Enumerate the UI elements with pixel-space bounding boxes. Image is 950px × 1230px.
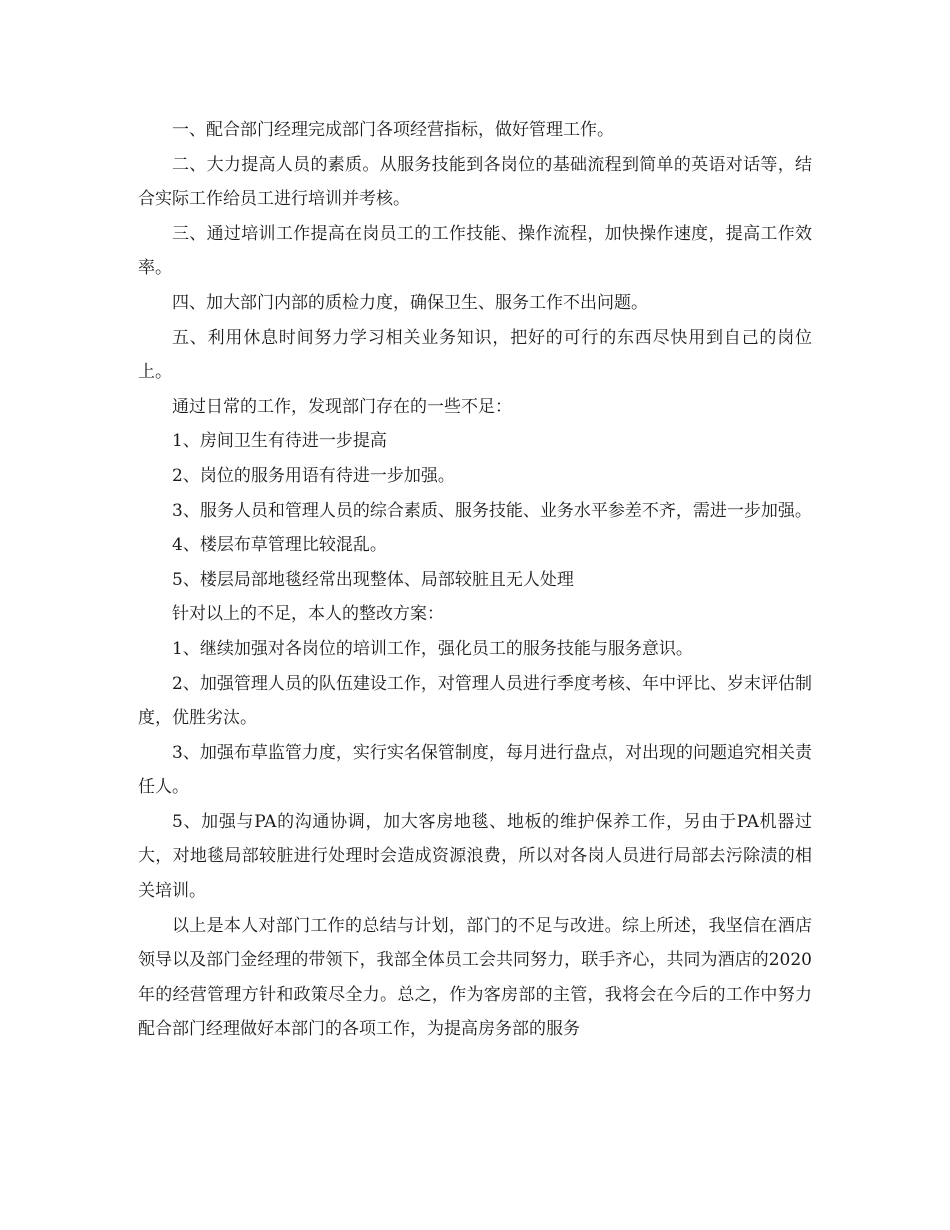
paragraph-5: 五、利用休息时间努力学习相关业务知识，把好的可行的东西尽快用到自己的岗位上。: [138, 327, 812, 383]
paragraph-1: 一、配合部门经理完成部门各项经营指标，做好管理工作。: [172, 120, 614, 140]
paragraph-17: 以上是本人对部门工作的总结与计划，部门的不足与改进。综上所述，我坚信在酒店领导以及部门金经理的带领下，我部全体员工会共同努力，联手齐心，共同为酒店的2020年的经营管理方针和政策尽全力。总之，作为客房部的主管，我将会在今后的工作中努力配合部门经理做好本部门的各项工作，为提高房务部的服务: [138, 915, 812, 1040]
paragraph-3: 三、通过培训工作提高在岗员工的工作技能、操作流程，加快操作速度，提高工作效率。: [138, 223, 812, 279]
paragraph-16: 5、加强与PA的沟通协调，加大客房地毯、地板的维护保养工作，另由于PA机器过大，对地毯局部较脏进行处理时会造成资源浪费，所以对各岗人员进行局部去污除渍的相关培训。: [138, 811, 812, 902]
paragraph-2: 二、大力提高人员的素质。从服务技能到各岗位的基础流程到简单的英语对话等，结合实际工作给员工进行培训并考核。: [138, 154, 812, 210]
paragraph-6: 通过日常的工作，发现部门存在的一些不足：: [172, 396, 512, 417]
paragraph-15: 3、加强布草监管力度，实行实名保管制度，每月进行盘点，对出现的问题追究相关责任人。: [138, 742, 812, 798]
paragraph-9: 3、服务人员和管理人员的综合素质、服务技能、业务水平参差不齐，需进一步加强。: [172, 500, 812, 521]
paragraph-7: 1、房间卫生有待进一步提高: [172, 431, 387, 452]
paragraph-8: 2、岗位的服务用语有待进一步加强。: [172, 465, 455, 486]
paragraph-10: 4、楼层布草管理比较混乱。: [172, 535, 387, 556]
paragraph-14: 2、加强管理人员的队伍建设工作，对管理人员进行季度考核、年中评比、岁末评估制度，优胜劣汰。: [138, 673, 812, 729]
paragraph-12: 针对以上的不足，本人的整改方案：: [172, 604, 444, 625]
paragraph-13: 1、继续加强对各岗位的培训工作，强化员工的服务技能与服务意识。: [172, 638, 693, 659]
paragraph-4: 四、加大部门内部的质检力度，确保卫生、服务工作不出问题。: [172, 292, 648, 313]
paragraph-11: 5、楼层局部地毯经常出现整体、局部较脏且无人处理: [172, 569, 574, 590]
